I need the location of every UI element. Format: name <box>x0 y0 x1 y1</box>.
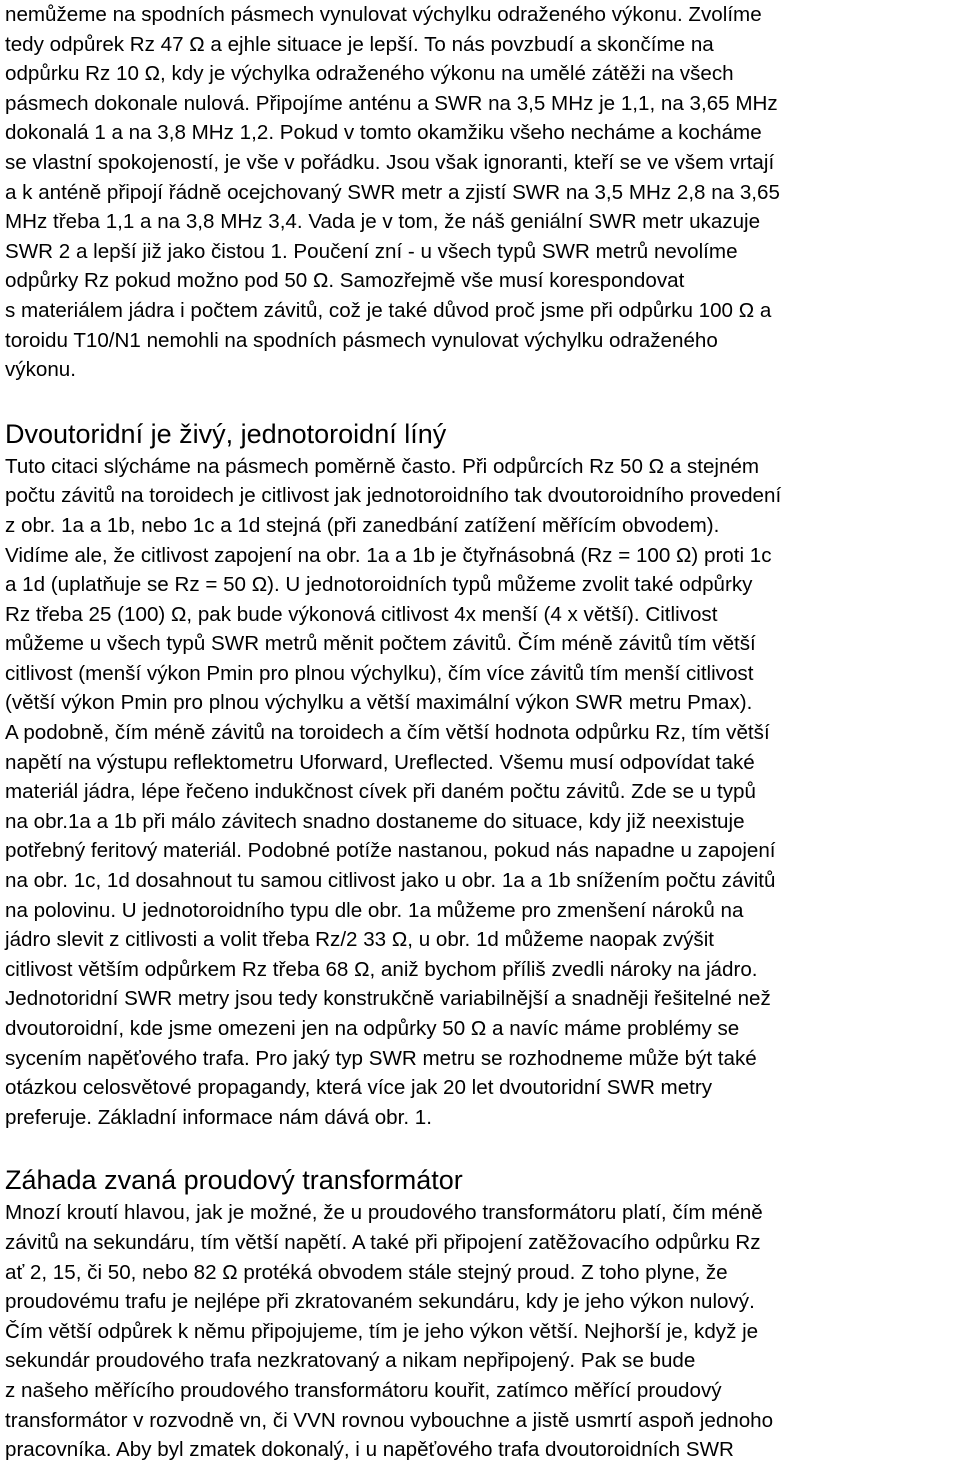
text-line: na polovinu. U jednotoroidního typu dle obr. 1a můžeme pro zmenšení nároků na <box>5 898 744 922</box>
paragraph-current-transformer <box>5 1198 954 1464</box>
text-line: z našeho měřícího proudového transformátoru kouřit, zatímco měřící proudový <box>5 1378 722 1402</box>
text-line: odpůrky Rz pokud možno pod 50 Ω. Samozřejmě vše musí korespondovat <box>5 269 685 293</box>
text-line: SWR 2 a lepší již jako čistou 1. Poučení zní - u všech typů SWR metrů nevolíme <box>5 239 738 263</box>
section-spacer <box>5 1132 954 1162</box>
text-line: Rz třeba 25 (100) Ω, pak bude výkonová citlivost 4x menší (4 x větší). Citlivost <box>5 602 718 626</box>
text-line: Vidíme ale, že citlivost zapojení na obr. 1a a 1b je čtyřnásobná (Rz = 100 Ω) proti 1c <box>5 543 772 567</box>
text-line: pásmech dokonale nulová. Připojíme anténu a SWR na 3,5 MHz je 1,1, na 3,65 MHz <box>5 91 778 115</box>
text-line: jádro slevit z citlivosti a volit třeba Rz/2 33 Ω, u obr. 1d můžeme naopak zvýšit <box>5 928 715 952</box>
text-line: potřebný feritový materiál. Podobné potíže nastanou, pokud nás napadne u zapojení <box>5 839 776 863</box>
text-line: citlivost (menší výkon Pmin pro plnou výchylku), čím více závitů tím menší citlivost <box>5 661 754 685</box>
text-line: materiál jádra, lépe řečeno indukčnost cívek při daném počtu závitů. Zde se u typů <box>5 780 756 804</box>
text-line: dvoutoroidní, kde jsme omezeni jen na odpůrky 50 Ω a navíc máme problémy se <box>5 1017 740 1040</box>
text-line: můžeme u všech typů SWR metrů měnit počtem závitů. Čím méně závitů tím větší <box>5 632 756 656</box>
text-line: A podobně, čím méně závitů na toroidech a čím větší hodnota odpůrku Rz, tím větší <box>5 721 770 745</box>
text-line: Čím větší odpůrek k němu připojujeme, tím je jeho výkon větší. Nejhorší je, když je <box>5 1319 759 1343</box>
text-line: odpůrku Rz 10 Ω, kdy je výchylka odraženého výkonu na umělé zátěži na všech <box>5 62 734 86</box>
section-heading: Záhada zvaná proudový transformátor <box>5 1165 463 1196</box>
text-line: pracovníka. Aby byl zmatek dokonalý, i u napěťového trafa dvoutoroidních SWR <box>5 1438 734 1462</box>
text-line: toroidu T10/N1 nemohli na spodních pásmech vynulovat výchylku odraženého <box>5 328 718 352</box>
text-line: se vlastní spokojeností, je vše v pořádku. Jsou však ignoranti, kteří se ve všem vrtají <box>5 150 775 174</box>
text-line: tedy odpůrek Rz 47 Ω a ejhle situace je lepší. To nás povzbudí a skončíme na <box>5 32 714 56</box>
text-line: závitů na sekundáru, tím větší napětí. A také při připojení zatěžovacího odpůrku Rz <box>5 1230 761 1254</box>
text-line: Mnozí kroutí hlavou, jak je možné, že u proudového transformátoru platí, čím méně <box>5 1201 763 1225</box>
text-line: s materiálem jádra i počtem závitů, což je také důvod proč jsme při odpůrku 100 Ω a <box>5 298 772 322</box>
text-line: sekundár proudového trafa nezkratovaný a nikam nepřipojený. Pak se bude <box>5 1349 696 1373</box>
section-spacer <box>5 385 954 416</box>
text-line: a 1d (uplatňuje se Rz = 50 Ω). U jednotoroidních typů můžeme zvolit také odpůrky <box>5 573 753 597</box>
text-line: preferuje. Základní informace nám dává obr. 1. <box>5 1105 432 1129</box>
text-line: MHz třeba 1,1 a na 3,8 MHz 3,4. Vada je v tom, že náš geniální SWR metr ukazuje <box>5 210 761 234</box>
text-line: Tuto citaci slýcháme na pásmech poměrně často. Při odpůrcích Rz 50 Ω a stejném <box>5 454 760 478</box>
text-line: proudovému trafu je nejlépe při zkratovaném sekundáru, kdy je jeho výkon nulový. <box>5 1290 755 1314</box>
text-line: sycením napěťového trafa. Pro jaký typ SWR metru se rozhodneme může být také <box>5 1046 757 1070</box>
text-line: a k anténě připojí řádně ocejchovaný SWR metr a zjistí SWR na 3,5 MHz 2,8 na 3,65 <box>5 180 780 204</box>
text-line: ať 2, 15, či 50, nebo 82 Ω protéká obvodem stále stejný proud. Z toho plyne, že <box>5 1260 728 1284</box>
text-line: otázkou celosvětové propagandy, která více jak 20 let dvoutoridní SWR metry <box>5 1076 713 1100</box>
text-line: z obr. 1a a 1b, nebo 1c a 1d stejná (při zanedbání zatížení měřícím obvodem). <box>5 513 720 537</box>
section-heading: Dvoutoridní je živý, jednotoroidní líný <box>5 418 447 449</box>
text-line: (větší výkon Pmin pro plnou výchylku a větší maximální výkon SWR metru Pmax). <box>5 691 753 715</box>
text-line: transformátor v rozvodně vn, či VVN rovnou vybouchne a jistě usmrtí aspoň jednoho <box>5 1408 774 1432</box>
paragraph-dual-toroid <box>5 452 954 1133</box>
text-line: počtu závitů na toroidech je citlivost jak jednotoroidního tak dvoutoroidního provedení <box>5 484 782 508</box>
text-line: na obr. 1c, 1d dosahnout tu samou citlivost jako u obr. 1a a 1b snížením počtu závitů <box>5 869 776 893</box>
text-line: výkonu. <box>5 358 76 382</box>
paragraph-intro <box>5 0 954 385</box>
text-line: nemůžeme na spodních pásmech vynulovat výchylku odraženého výkonu. Zvolíme <box>5 3 762 26</box>
text-line: Jednotoridní SWR metry jsou tedy konstrukčně variabilnější a snadněji řešitelné než <box>5 987 771 1011</box>
text-line: dokonalá 1 a na 3,8 MHz 1,2. Pokud v tomto okamžiku všeho necháme a kocháme <box>5 121 762 145</box>
text-line: na obr.1a a 1b při málo závitech snadno dostaneme do situace, kdy již neexistuje <box>5 809 745 833</box>
text-line: napětí na výstupu reflektometru Uforward, Ureflected. Všemu musí odpovídat také <box>5 750 755 774</box>
text-line: citlivost větším odpůrkem Rz třeba 68 Ω, aniž bychom příliš zvedli nároky na jádro. <box>5 957 758 981</box>
